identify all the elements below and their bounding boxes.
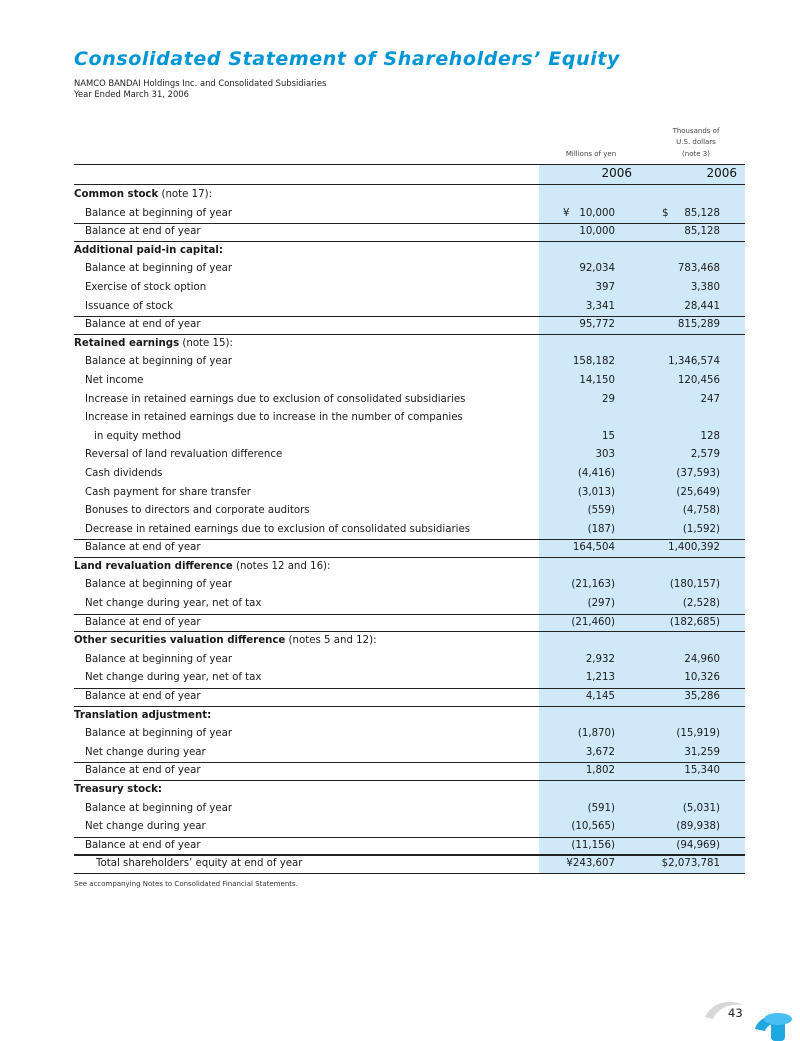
usd-value: 35,286 — [684, 691, 720, 703]
section-heading-bold: Retained earnings — [74, 337, 180, 349]
usd-value: (182,685) — [669, 616, 720, 628]
row-label: Net income — [85, 374, 144, 386]
yen-value: (3,013) — [577, 486, 615, 498]
row-label — [74, 242, 223, 261]
row-label: Total shareholders’ equity at end of year — [96, 858, 303, 870]
usd-value: 10,326 — [684, 672, 720, 684]
yen-value: (591) — [587, 802, 615, 814]
yen-value: 95,772 — [579, 319, 615, 331]
yen-value: (11,156) — [571, 839, 615, 851]
table-row — [74, 260, 745, 279]
usd-value: 783,468 — [677, 263, 720, 275]
section-heading-note: (note 15): — [179, 337, 233, 349]
yen-value: 1,802 — [585, 765, 615, 777]
row-label: Balance at end of year — [85, 839, 201, 851]
section-heading — [74, 558, 745, 577]
usd-value: 247 — [700, 393, 720, 405]
section-heading-bold: Other securities valuation difference — [74, 635, 286, 647]
yen-value: 2,932 — [585, 653, 615, 665]
section-heading-note: (notes 5 and 12): — [285, 635, 377, 647]
corporate-logo-icon — [695, 995, 800, 1041]
usd-value: (180,157) — [669, 579, 720, 591]
usd-value: 28,441 — [684, 300, 720, 312]
usd-value: 120,456 — [677, 374, 720, 386]
yen-value: 29 — [602, 393, 615, 405]
yen-symbol: ¥ — [563, 207, 570, 219]
table-row — [74, 614, 745, 633]
section-heading-bold: Common stock — [74, 189, 159, 200]
table-row — [74, 688, 745, 707]
yen-value: (559) — [587, 505, 615, 517]
row-label: Balance at end of year — [85, 542, 201, 554]
row-label: Issuance of stock — [85, 300, 173, 312]
usd-value: 1,346,574 — [668, 356, 720, 368]
yen-value: (297) — [587, 598, 615, 610]
usd-value: 15,340 — [684, 765, 720, 777]
yen-value: 397 — [595, 281, 615, 293]
table-row — [74, 205, 745, 224]
usd-value: $2,073,781 — [661, 858, 720, 870]
total-row — [74, 855, 745, 874]
section-heading-note: (note 17): — [158, 189, 213, 200]
row-label: Increase in retained earnings due to exclusion of consolidated subsidiaries — [85, 393, 466, 405]
yen-value: (4,416) — [577, 467, 615, 479]
section-heading-bold: Land revaluation difference — [74, 560, 233, 572]
row-label: Balance at end of year — [85, 691, 201, 703]
col1-year: 2006 — [601, 166, 632, 180]
table-row — [74, 353, 745, 372]
yen-value: (21,163) — [571, 579, 615, 591]
col2-year: 2006 — [706, 166, 737, 180]
row-label — [74, 558, 330, 577]
table-row — [74, 521, 745, 540]
yen-value: 303 — [595, 449, 615, 461]
row-label: Reversal of land revaluation difference — [85, 449, 283, 461]
section-heading-bold: Additional paid-in capital: — [74, 244, 223, 256]
yen-value: 14,150 — [579, 374, 615, 386]
usd-value: 31,259 — [684, 746, 720, 758]
row-label: Balance at beginning of year — [85, 653, 233, 665]
yen-value: 3,341 — [585, 300, 615, 312]
row-label: Balance at end of year — [85, 319, 201, 331]
yen-value: 15 — [602, 430, 615, 442]
row-label: Cash dividends — [85, 467, 163, 479]
yen-value: (1,870) — [577, 728, 615, 740]
table-row — [74, 725, 745, 744]
page-title: Consolidated Statement of Shareholders’ Equity — [74, 48, 620, 70]
usd-value: (5,031) — [682, 802, 720, 814]
yen-value: 4,145 — [585, 691, 615, 703]
col2-unit-line1: Thousands of — [672, 127, 720, 135]
header-rule-top — [74, 164, 745, 165]
usd-value: 815,289 — [677, 319, 720, 331]
section-heading — [74, 632, 745, 651]
table-row — [74, 446, 745, 465]
row-label: Balance at beginning of year — [85, 207, 233, 219]
row-label: Net change during year, net of tax — [85, 672, 262, 684]
yen-value: ¥243,607 — [566, 858, 615, 870]
yen-value: 3,672 — [585, 746, 615, 758]
row-label — [74, 335, 233, 354]
yen-value: (187) — [587, 523, 615, 535]
yen-value: 1,213 — [585, 672, 615, 684]
row-label — [74, 186, 212, 205]
table-row — [74, 800, 745, 819]
row-label: Balance at beginning of year — [85, 728, 233, 740]
row-label: Bonuses to directors and corporate auditors — [85, 505, 310, 517]
usd-value: (37,593) — [676, 467, 720, 479]
row-label — [74, 707, 211, 726]
yen-value: 92,034 — [579, 263, 615, 275]
table-row — [74, 428, 745, 447]
col2-unit-line2: U.S. dollars — [676, 138, 716, 147]
company-name: NAMCO BANDAI Holdings Inc. and Consolidated Subsidiaries — [74, 78, 327, 88]
table-row — [74, 372, 745, 391]
table-row — [74, 484, 745, 503]
usd-value: (15,919) — [676, 728, 720, 740]
usd-value: 1,400,392 — [668, 542, 720, 554]
row-label — [74, 781, 162, 800]
table-row — [74, 391, 745, 410]
row-label: Balance at end of year — [85, 765, 201, 777]
section-heading — [74, 335, 745, 354]
dollar-symbol: $ — [662, 207, 669, 219]
yen-value: 164,504 — [572, 542, 615, 554]
page-number: 43 — [728, 1006, 743, 1020]
row-label: in equity method — [94, 430, 182, 442]
table-row — [74, 409, 745, 428]
section-heading-bold: Treasury stock: — [74, 784, 162, 795]
usd-value: (1,592) — [682, 523, 720, 535]
table-row — [74, 298, 745, 317]
row-label: Balance at beginning of year — [85, 263, 233, 275]
table-row — [74, 818, 745, 837]
section-heading-note: (notes 12 and 16): — [232, 560, 331, 572]
row-label: Balance at end of year — [85, 226, 201, 238]
usd-value: (94,969) — [676, 839, 720, 851]
col1-unit-header: Millions of yen — [565, 150, 617, 158]
col2-unit-header — [650, 126, 742, 160]
row-label — [74, 632, 377, 651]
table-row — [74, 595, 745, 614]
header-rule-bottom — [74, 184, 745, 185]
row-label: Balance at beginning of year — [85, 356, 233, 368]
section-heading — [74, 707, 745, 726]
section-heading — [74, 186, 745, 205]
table-row — [74, 465, 745, 484]
table-row — [74, 669, 745, 688]
col2-unit-line3: (note 3) — [682, 149, 710, 158]
row-label: Balance at beginning of year — [85, 802, 233, 814]
row-label: Increase in retained earnings due to increase in the number of companies — [85, 412, 463, 424]
usd-value: (25,649) — [676, 486, 720, 498]
period: Year Ended March 31, 2006 — [74, 89, 189, 99]
table-row — [74, 837, 745, 856]
usd-value: 85,128 — [684, 226, 720, 238]
yen-value: 158,182 — [572, 356, 615, 368]
yen-value: (21,460) — [571, 616, 615, 628]
table-row — [74, 576, 745, 595]
row-label: Decrease in retained earnings due to exclusion of consolidated subsidiaries — [85, 523, 471, 535]
row-label: Net change during year, net of tax — [85, 598, 262, 610]
row-label: Balance at beginning of year — [85, 579, 233, 591]
usd-value: (89,938) — [676, 821, 720, 833]
statement-table — [74, 186, 745, 874]
usd-value: 128 — [700, 430, 720, 442]
usd-value: 3,380 — [690, 281, 720, 293]
usd-value: 24,960 — [684, 653, 720, 665]
yen-value: 10,000 — [579, 207, 615, 219]
section-heading — [74, 242, 745, 261]
yen-value: 10,000 — [579, 226, 615, 238]
table-row — [74, 539, 745, 558]
row-label: Cash payment for share transfer — [85, 486, 251, 498]
row-label: Exercise of stock option — [85, 281, 207, 293]
usd-value: (2,528) — [682, 598, 720, 610]
table-row — [74, 279, 745, 298]
table-row — [74, 223, 745, 242]
usd-value: 2,579 — [690, 449, 720, 461]
section-heading — [74, 781, 745, 800]
row-label: Net change during year — [85, 821, 206, 833]
table-row — [74, 744, 745, 763]
yen-value: (10,565) — [571, 821, 615, 833]
usd-value: (4,758) — [682, 505, 720, 517]
section-heading-bold: Translation adjustment: — [74, 709, 212, 721]
table-row — [74, 762, 745, 781]
table-row — [74, 502, 745, 521]
row-label: Balance at end of year — [85, 616, 201, 628]
table-row — [74, 316, 745, 335]
row-label: Net change during year — [85, 746, 206, 758]
table-row — [74, 651, 745, 670]
footnote: See accompanying Notes to Consolidated Financial Statements. — [74, 880, 298, 888]
usd-value: 85,128 — [684, 207, 720, 219]
